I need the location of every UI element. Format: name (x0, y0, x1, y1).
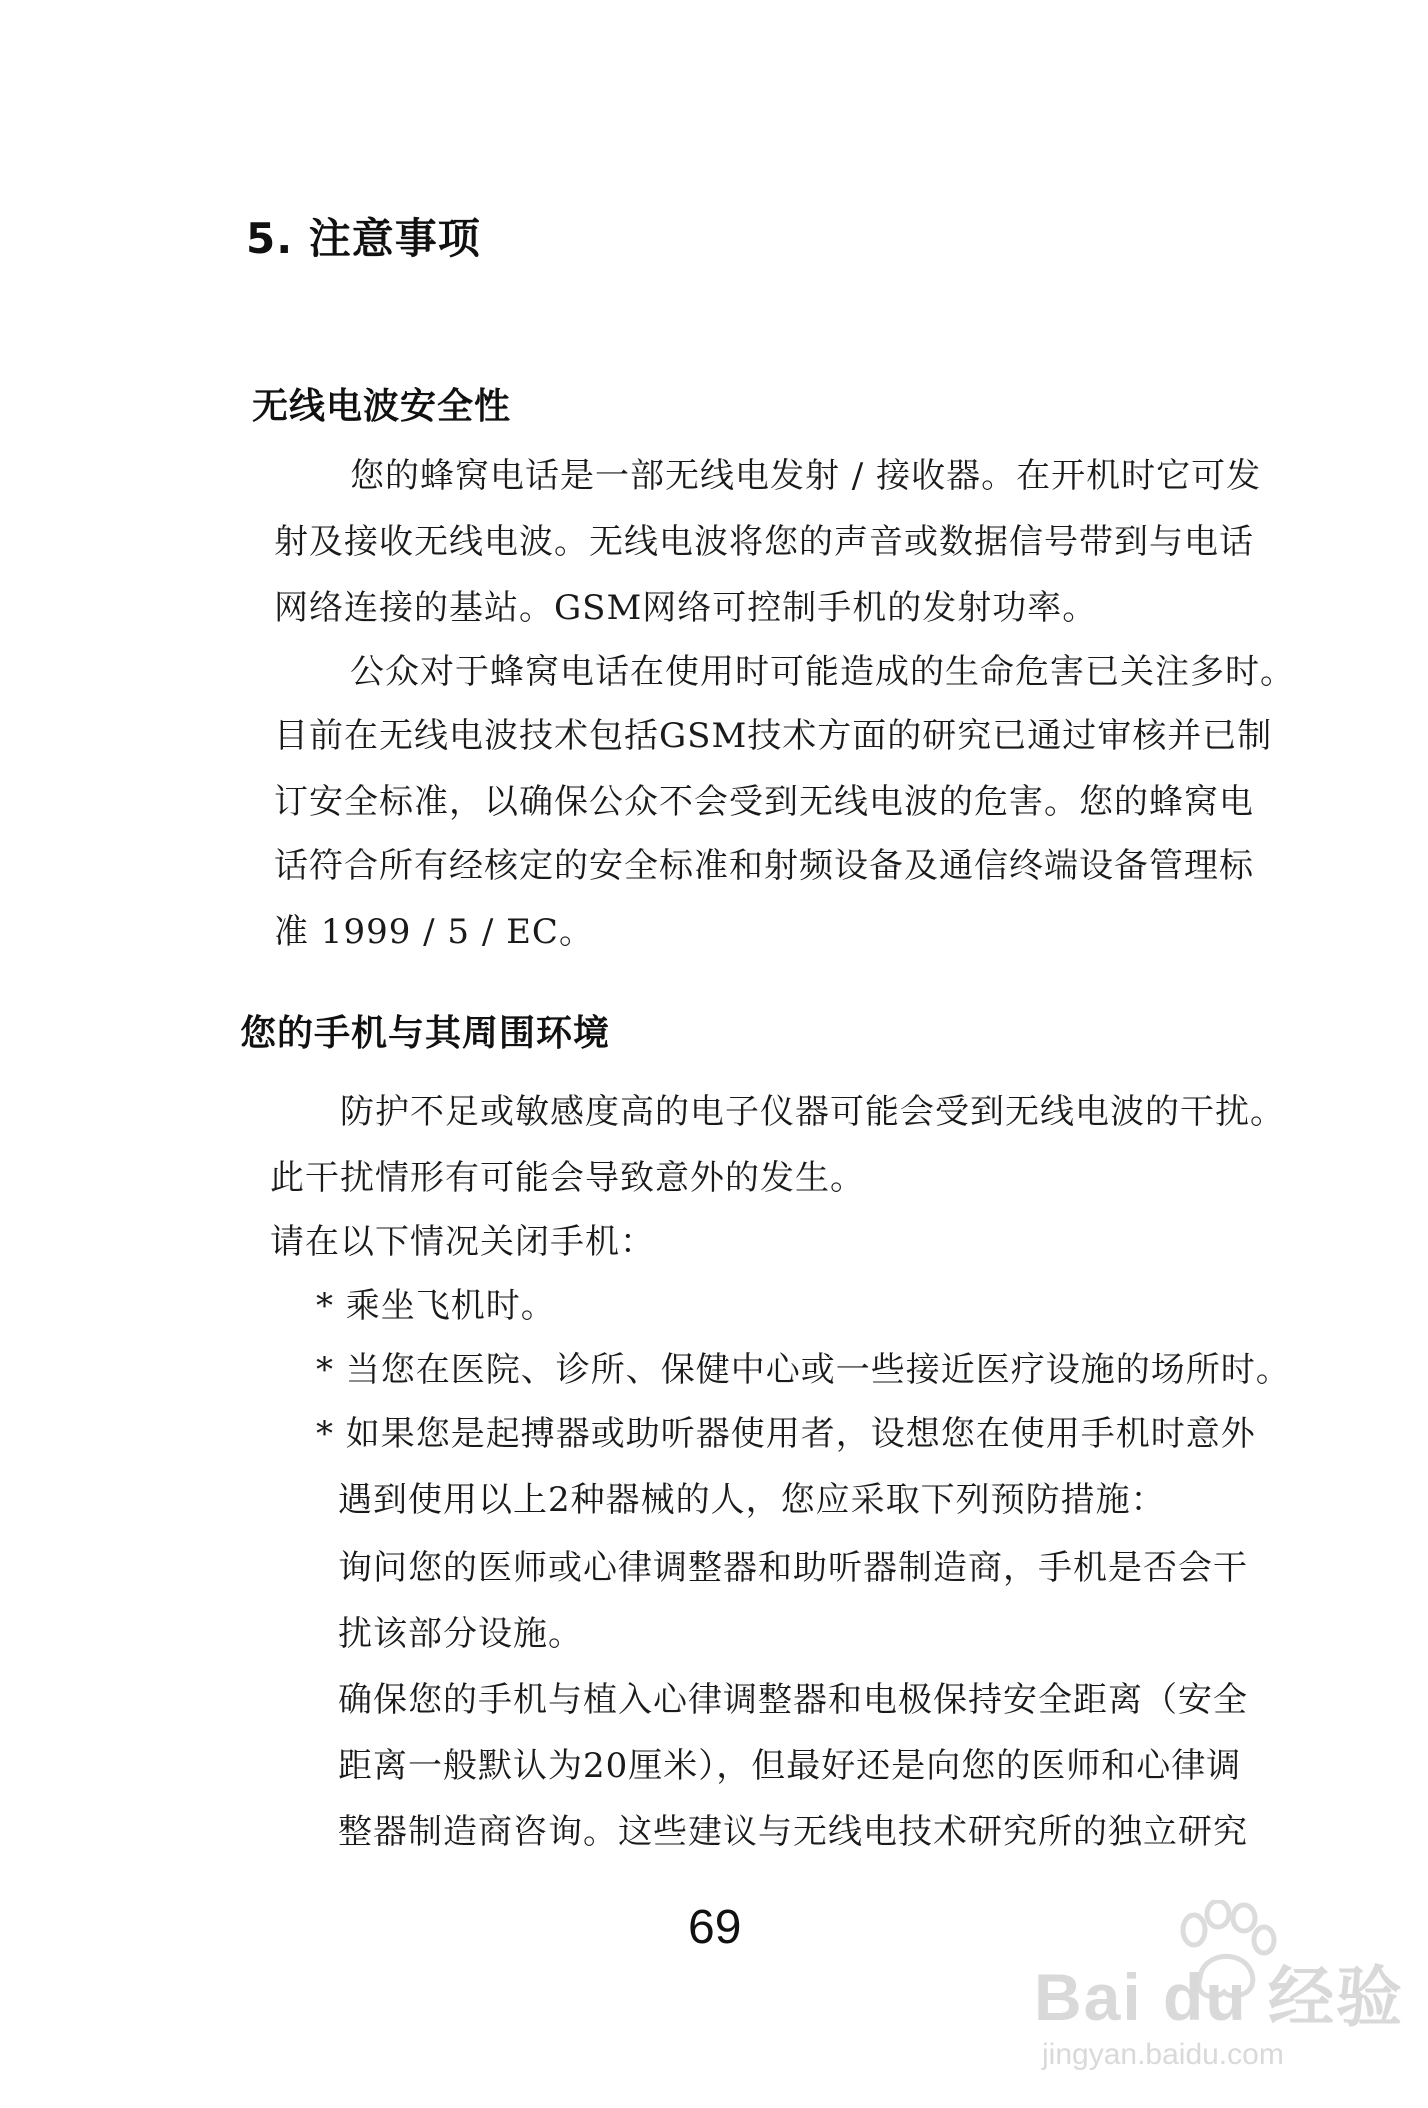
paragraph-line: 公众对于蜂窝电话在使用时可能造成的生命危害已关注多时。 (350, 652, 1295, 692)
paragraph-line: 扰该部分设施。 (338, 1614, 583, 1654)
paragraph-line: 网络连接的基站。GSM网络可控制手机的发射功率。 (274, 588, 1098, 628)
heading-phone-environment: 您的手机与其周围环境 (240, 1013, 611, 1054)
paragraph-line: 准 1999 / 5 / EC。 (274, 912, 594, 952)
paragraph-line: 确保您的手机与植入心律调整器和电极保持安全距离（安全 (338, 1680, 1248, 1720)
bullet-item: * 乘坐飞机时。 (316, 1286, 556, 1326)
heading-radio-wave-safety: 无线电波安全性 (252, 386, 512, 427)
paragraph-line: 距离一般默认为20厘米），但最好还是向您的医师和心律调 (338, 1746, 1242, 1786)
paragraph-line: 整器制造商咨询。这些建议与无线电技术研究所的独立研究 (338, 1812, 1248, 1852)
bullet-item: * 如果您是起搏器或助听器使用者，设想您在使用手机时意外 (316, 1414, 1256, 1454)
paragraph-line: 话符合所有经核定的安全标准和射频设备及通信终端设备管理标 (274, 846, 1254, 886)
baidu-watermark (1020, 1900, 1410, 2090)
paragraph-line: 您的蜂窝电话是一部无线电发射 / 接收器。在开机时它可发 (350, 456, 1262, 496)
bullet-item: * 当您在医院、诊所、保健中心或一些接近医疗设施的场所时。 (316, 1350, 1291, 1390)
paragraph-line: 请在以下情况关闭手机： (270, 1222, 655, 1262)
section-title: 5. 注意事项 (246, 214, 481, 263)
watermark-url: jingyan.baidu.com (1042, 2038, 1284, 2071)
paragraph-line: 询问您的医师或心律调整器和助听器制造商，手机是否会干 (338, 1548, 1248, 1588)
paragraph-line: 订安全标准，以确保公众不会受到无线电波的危害。您的蜂窝电 (274, 782, 1254, 822)
page-number: 69 (688, 1901, 742, 1954)
paragraph-line: 遇到使用以上2种器械的人，您应采取下列预防措施： (338, 1480, 1166, 1520)
paragraph-line: 防护不足或敏感度高的电子仪器可能会受到无线电波的干扰。 (340, 1092, 1285, 1132)
watermark-brand: Bai du 经验 (1034, 1960, 1405, 2034)
paragraph-line: 此干扰情形有可能会导致意外的发生。 (270, 1158, 865, 1198)
paragraph-line: 目前在无线电波技术包括GSM技术方面的研究已通过审核并已制 (274, 716, 1273, 756)
paragraph-line: 射及接收无线电波。无线电波将您的声音或数据信号带到与电话 (274, 522, 1254, 562)
